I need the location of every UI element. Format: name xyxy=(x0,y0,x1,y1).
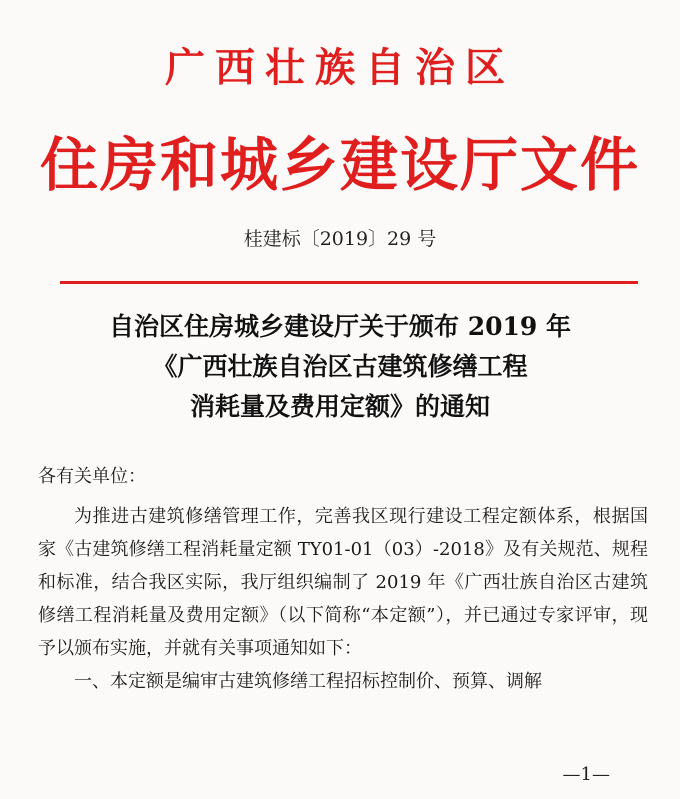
red-divider xyxy=(60,281,638,284)
title-line-1: 自治区住房城乡建设厅关于颁布 2019 年 xyxy=(109,312,571,341)
body-text xyxy=(38,500,648,698)
document-number: 桂建标〔2019〕29 号 xyxy=(243,228,437,250)
page-number: —1— xyxy=(562,764,610,785)
salutation: 各有关单位： xyxy=(38,466,146,487)
paragraph: 为推进古建筑修缮管理工作，完善我区现行建设工程定额体系，根据国家《古建筑修缮工程消耗量定额 TY01-01（03）-2018》及有关规范、规程和标准，结合我区实际，我厅组织编制了 2019 年《广西壮族自治区古建筑修缮工程消耗量及费用定额》（以下简称“本定额”），并已通过专家评审，现予以颁布实施，并就有关事项通知如下： xyxy=(38,506,648,659)
paragraph: 一、本定额是编审古建筑修缮工程招标控制价、预算、调解 xyxy=(74,671,542,692)
issuer-department: 住房和城乡建设厅文件 xyxy=(39,131,640,199)
document-title xyxy=(0,307,680,427)
title-line-2: 《广西壮族自治区古建筑修缮工程 xyxy=(152,352,528,381)
issuer-region: 广西壮族自治区 xyxy=(165,44,515,91)
title-line-3: 消耗量及费用定额》的通知 xyxy=(189,392,490,421)
